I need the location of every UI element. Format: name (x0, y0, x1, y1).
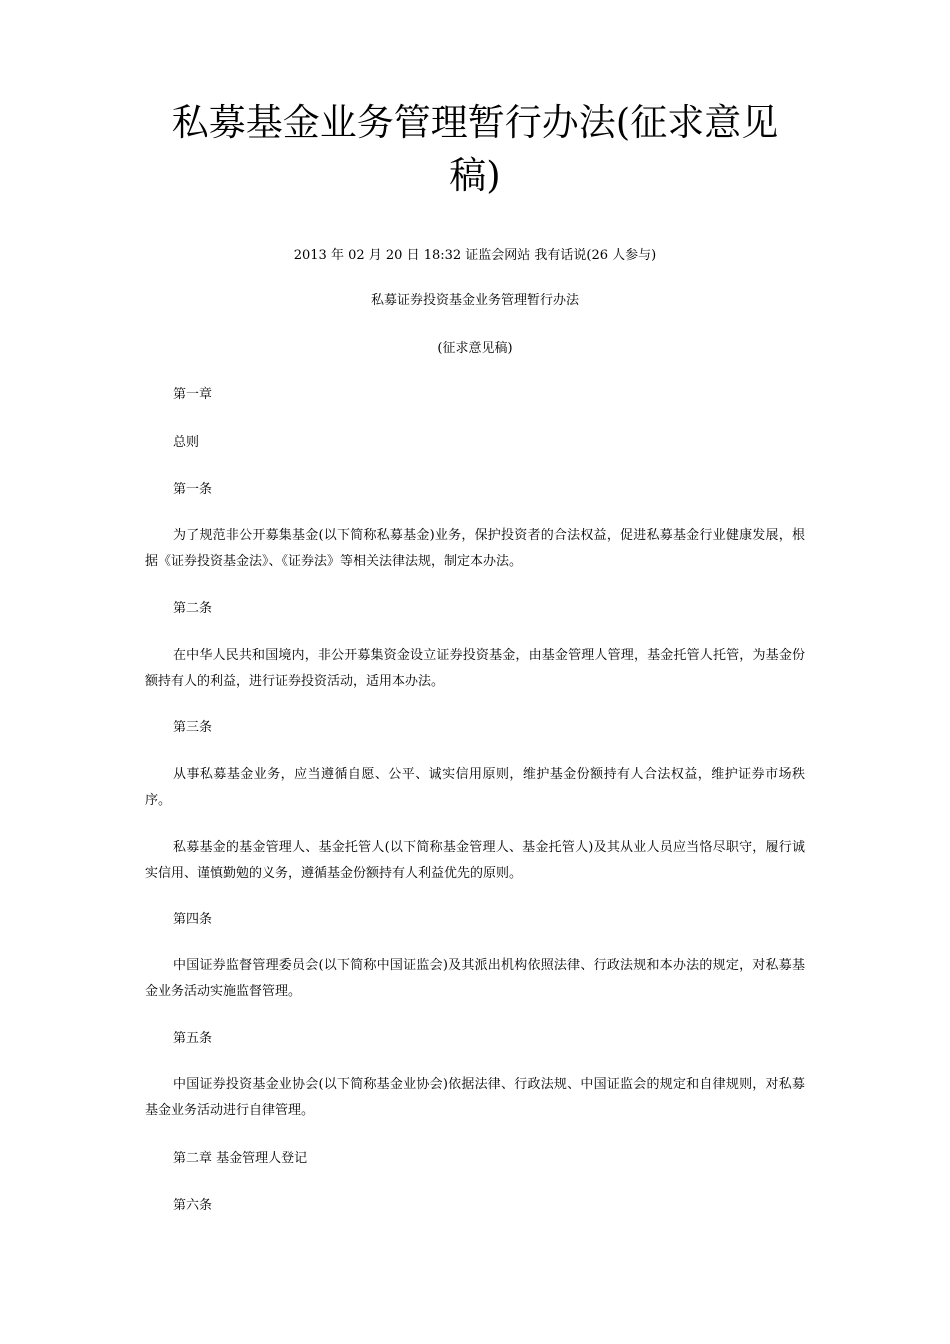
article-heading: 第一条 (173, 482, 213, 497)
draft-note: (征求意见稿) (437, 341, 513, 356)
chapter-name: 总则 (173, 435, 200, 450)
document-subtitle: 私募证券投资基金业务管理暂行办法 (370, 293, 579, 308)
article-heading: 第二条 (173, 601, 213, 616)
article-heading: 第五条 (173, 1031, 213, 1046)
article-paragraph: 中国证券投资基金业协会(以下简称基金业协会)依据法律、行政法规、中国证监会的规定和自律规则，对私募基金业务活动进行自律管理。 (145, 1077, 805, 1118)
article-heading: 第六条 (173, 1198, 213, 1213)
chapter-heading: 第二章 基金管理人登记 (173, 1151, 308, 1166)
chapter-heading: 第一章 (173, 387, 213, 402)
article-paragraph: 在中华人民共和国境内，非公开募集资金设立证券投资基金，由基金管理人管理，基金托管人托管，为基金份额持有人的利益，进行证券投资活动，适用本办法。 (145, 648, 805, 689)
article-paragraph: 私募基金的基金管理人、基金托管人(以下简称基金管理人、基金托管人)及其从业人员应当恪尽职守，履行诚实信用、谨慎勤勉的义务，遵循基金份额持有人利益优先的原则。 (145, 840, 805, 881)
article-paragraph: 中国证券监督管理委员会(以下简称中国证监会)及其派出机构依照法律、行政法规和本办法的规定，对私募基金业务活动实施监督管理。 (145, 958, 805, 999)
publish-meta: 2013 年 02 月 20 日 18:32 证监会网站 我有话说(26 人参与) (293, 248, 657, 263)
article-heading: 第四条 (173, 912, 213, 927)
article-heading: 第三条 (173, 720, 213, 735)
article-paragraph: 从事私募基金业务，应当遵循自愿、公平、诚实信用原则，维护基金份额持有人合法权益，维护证券市场秩序。 (145, 767, 805, 808)
article-paragraph: 为了规范非公开募集基金(以下简称私募基金)业务，保护投资者的合法权益，促进私募基金行业健康发展，根据《证券投资基金法》、《证券法》等相关法律法规，制定本办法。 (145, 528, 805, 569)
document-title: 私募基金业务管理暂行办法(征求意见稿) (171, 101, 779, 197)
